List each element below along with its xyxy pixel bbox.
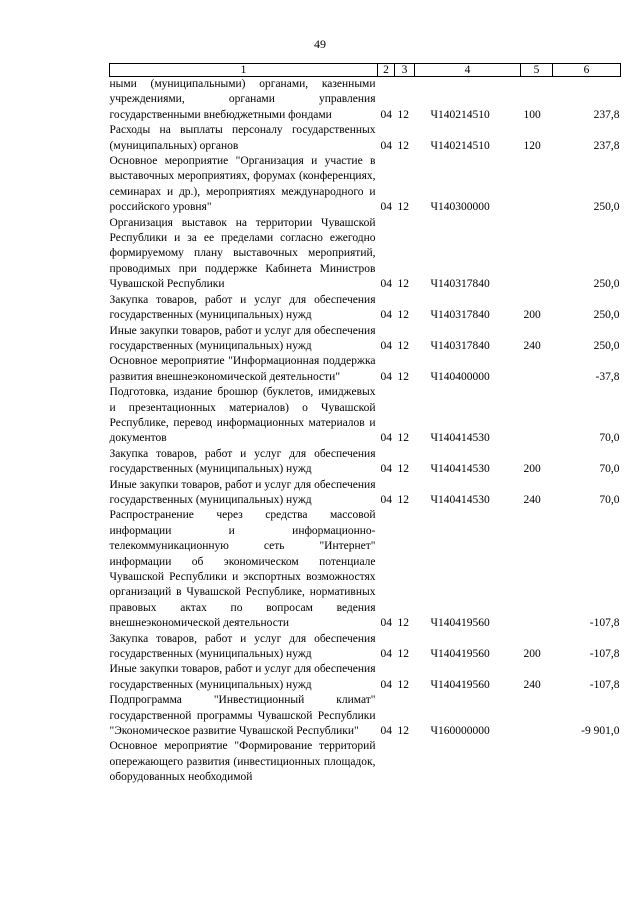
row-subsection: 12 <box>397 278 409 291</box>
row-target-article: Ч140419560 <box>430 617 490 630</box>
row-section: 04 <box>380 463 392 476</box>
row-target-article: Ч140414530 <box>430 463 490 476</box>
table-row <box>110 739 621 785</box>
row-subsection: 12 <box>397 201 409 214</box>
header-col-amount: 6 <box>553 64 621 77</box>
row-expense-type <box>521 508 553 631</box>
row-expense-type: 240 <box>523 339 541 352</box>
table-body <box>110 77 621 786</box>
row-subsection: 12 <box>397 309 409 322</box>
row-expense-type <box>521 693 553 739</box>
row-name: Расходы на выплаты персоналу государственных (муниципальных) органов <box>109 124 376 152</box>
row-subsection: 12 <box>397 432 409 445</box>
row-name: Закупка товаров, работ и услуг для обеспечения государственных (муниципальных) нужд <box>109 632 376 661</box>
table-row <box>110 154 621 216</box>
row-subsection: 12 <box>397 725 409 738</box>
row-name: Основное мероприятие "Организация и участие в выставочных мероприятиях, форумах (конференциях, семинарах и др.), мероприятиях международного и российского уровня" <box>109 155 376 214</box>
table-row <box>110 632 621 663</box>
row-expense-type <box>521 216 553 293</box>
row-amount: -107,8 <box>589 678 620 691</box>
row-name: Иные закупки товаров, работ и услуг для обеспечения государственных (муниципальных) нужд <box>109 324 376 352</box>
table-row <box>110 293 621 324</box>
table-row <box>110 508 621 631</box>
row-amount: 70,0 <box>599 493 620 506</box>
row-amount: -37,8 <box>595 370 620 383</box>
table-row <box>110 478 621 509</box>
row-name: Подготовка, издание брошюр (буклетов, имиджевых и презентационных материалов) о Чувашской Республике, перевод информационных материалов и документов <box>109 386 376 445</box>
table-row <box>110 693 621 739</box>
row-expense-type: 240 <box>523 493 541 506</box>
row-target-article: Ч140419560 <box>430 678 490 691</box>
row-name: ными (муниципальными) органами, казенными учреждениями, органами управления государственными внебюджетными фондами <box>109 78 376 121</box>
table-row <box>110 216 621 293</box>
row-section: 04 <box>380 678 392 691</box>
row-amount: 250,0 <box>593 339 620 352</box>
row-amount: 70,0 <box>599 432 620 445</box>
row-section: 04 <box>380 339 392 352</box>
row-amount: 237,8 <box>593 139 620 152</box>
row-amount: 250,0 <box>593 201 620 214</box>
row-target-article: Ч160000000 <box>430 725 490 738</box>
table-row <box>110 77 621 124</box>
row-name: Основное мероприятие "Формирование территорий опережающего развития (инвестиционных площадок, оборудованных необходимой <box>109 740 376 784</box>
table-row <box>110 447 621 478</box>
row-name: Распространение через средства массовой информации и информационно-телекоммуникационную сеть "Интернет" информации об экономическом потенциале Чувашской Республики и экспортных возможностях организаций в Чувашской Республике, нормативных правовых актах по вопросам ведения внешнеэкономической деятельности <box>109 509 376 630</box>
row-amount <box>553 739 621 785</box>
row-name: Подпрограмма "Инвестиционный климат" государственной программы Чувашской Республики "Экономическое развитие Чувашской Республики" <box>109 694 376 738</box>
row-expense-type: 240 <box>523 678 541 691</box>
row-section: 04 <box>380 432 392 445</box>
row-subsection: 12 <box>397 617 409 630</box>
row-section: 04 <box>380 139 392 152</box>
row-target-article: Ч140414530 <box>430 432 490 445</box>
row-target-article: Ч140400000 <box>430 370 490 383</box>
page-number: 49 <box>314 37 326 51</box>
row-subsection: 12 <box>397 339 409 352</box>
row-expense-type: 200 <box>523 309 541 322</box>
row-name: Организация выставок на территории Чувашской Республики и за ее пределами согласно ежегодно формируемому плану выставочных мероприятий, проводимых при поддержке Кабинета Министров Чувашской Республики <box>109 216 376 291</box>
row-name: Иные закупки товаров, работ и услуг для обеспечения государственных (муниципальных) нужд <box>109 478 376 506</box>
row-section: 04 <box>380 309 392 322</box>
header-col-name: 1 <box>110 64 378 77</box>
row-amount: 250,0 <box>593 309 620 322</box>
row-amount: 237,8 <box>593 108 620 121</box>
row-name: Закупка товаров, работ и услуг для обеспечения государственных (муниципальных) нужд <box>109 293 376 322</box>
row-section: 04 <box>380 493 392 506</box>
row-target-article: Ч140214510 <box>430 108 490 121</box>
table-row <box>110 123 621 154</box>
row-target-article: Ч140317840 <box>430 339 490 352</box>
row-target-article <box>415 739 521 785</box>
row-subsection: 12 <box>397 493 409 506</box>
table-header <box>110 64 621 77</box>
row-amount: 70,0 <box>599 463 620 476</box>
row-section: 04 <box>380 370 392 383</box>
row-section: 04 <box>380 278 392 291</box>
row-subsection: 12 <box>397 463 409 476</box>
budget-table <box>109 63 621 786</box>
row-subsection <box>395 739 415 785</box>
row-target-article: Ч140317840 <box>430 309 490 322</box>
row-amount: -107,8 <box>589 648 620 661</box>
row-section: 04 <box>380 617 392 630</box>
header-col-target-article: 4 <box>415 64 521 77</box>
header-col-subsection: 3 <box>395 64 415 77</box>
row-name: Основное мероприятие "Информационная поддержка развития внешнеэкономической деятельности" <box>109 355 376 383</box>
table-row <box>110 324 621 355</box>
row-section: 04 <box>380 108 392 121</box>
row-subsection: 12 <box>397 139 409 152</box>
row-section: 04 <box>380 725 392 738</box>
row-amount: 250,0 <box>593 278 620 291</box>
row-expense-type <box>521 154 553 216</box>
row-subsection: 12 <box>397 370 409 383</box>
row-target-article: Ч140414530 <box>430 493 490 506</box>
row-subsection: 12 <box>397 108 409 121</box>
row-expense-type: 100 <box>523 108 541 121</box>
row-expense-type: 200 <box>523 463 541 476</box>
row-subsection: 12 <box>397 678 409 691</box>
row-expense-type <box>521 385 553 447</box>
row-expense-type <box>521 354 553 385</box>
row-target-article: Ч140214510 <box>430 139 490 152</box>
row-section: 04 <box>380 201 392 214</box>
row-target-article: Ч140419560 <box>430 648 490 661</box>
table-row <box>110 385 621 447</box>
row-target-article: Ч140317840 <box>430 278 490 291</box>
row-amount: -9 901,0 <box>581 725 620 738</box>
row-name: Закупка товаров, работ и услуг для обеспечения государственных (муниципальных) нужд <box>109 447 376 476</box>
row-subsection: 12 <box>397 648 409 661</box>
row-expense-type: 120 <box>523 139 541 152</box>
row-name: Иные закупки товаров, работ и услуг для обеспечения государственных (муниципальных) нужд <box>109 663 376 691</box>
table-row <box>110 354 621 385</box>
row-amount: -107,8 <box>589 617 620 630</box>
row-section <box>378 739 395 785</box>
header-row <box>110 64 621 77</box>
row-target-article: Ч140300000 <box>430 201 490 214</box>
header-col-section: 2 <box>378 64 395 77</box>
row-section: 04 <box>380 648 392 661</box>
row-expense-type: 200 <box>523 648 541 661</box>
header-col-expense-type: 5 <box>521 64 553 77</box>
table-row <box>110 662 621 693</box>
row-expense-type <box>521 739 553 785</box>
